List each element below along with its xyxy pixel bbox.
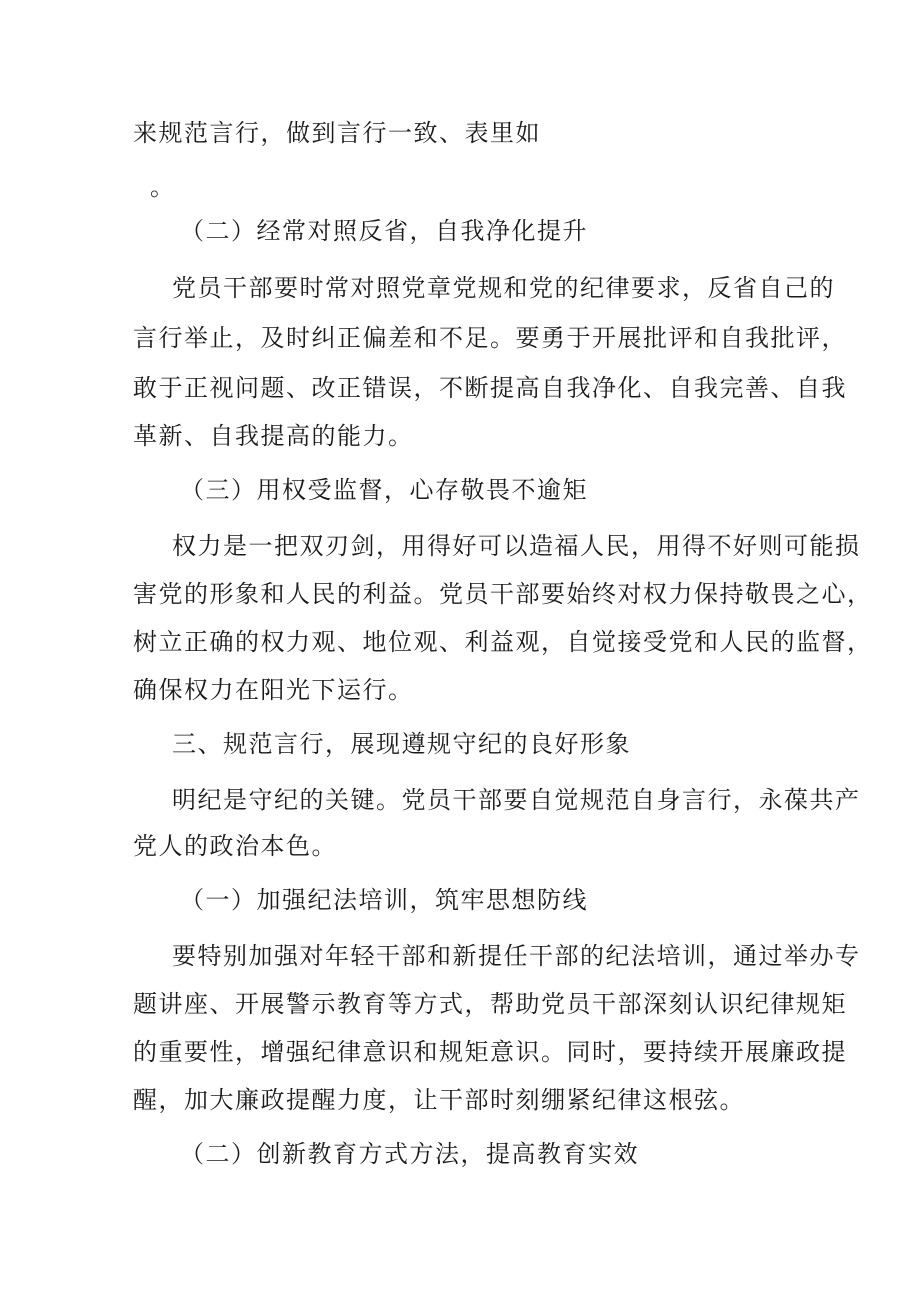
paragraph-line: 党员干部要时常对照党章党规和党的纪律要求，反省自己的 <box>172 274 835 302</box>
paragraph-line: 醒，加大廉政提醒力度，让干部时刻绷紧纪律这根弦。 <box>133 1086 745 1114</box>
paragraph-line: 敢于正视问题、改正错误，不断提高自我净化、自我完善、自我 <box>133 374 847 402</box>
section-heading: （二）经常对照反省，自我净化提升 <box>180 217 588 245</box>
section-heading: （一）加强纪法培训，筑牢思想防线 <box>180 886 588 914</box>
paragraph-line: 害党的形象和人民的利益。党员干部要始终对权力保持敬畏之心， <box>133 580 873 608</box>
paragraph-line: 题讲座、开展警示教育等方式，帮助党员干部深刻认识纪律规矩 <box>133 990 847 1018</box>
paragraph-line: 权力是一把双刃剑，用得好可以造福人民，用得不好则可能损 <box>172 532 861 560</box>
paragraph-line: 要特别加强对年轻干部和新提任干部的纪法培训，通过举办专 <box>172 942 861 970</box>
paragraph-line: 。 <box>150 173 176 201</box>
paragraph-line: 的重要性，增强纪律意识和规矩意识。同时，要持续开展廉政提 <box>133 1038 847 1066</box>
chapter-heading: 三、规范言行，展现遵规守纪的良好形象 <box>172 730 631 758</box>
paragraph-line: 明纪是守纪的关键。党员干部要自觉规范自身言行，永葆共产 <box>172 786 861 814</box>
section-heading: （三）用权受监督，心存敬畏不逾矩 <box>180 476 588 504</box>
section-heading: （二）创新教育方式方法，提高教育实效 <box>180 1140 639 1168</box>
paragraph-line: 党人的政治本色。 <box>133 832 337 860</box>
paragraph-line: 来规范言行，做到言行一致、表里如 <box>133 119 541 147</box>
paragraph-line: 言行举止，及时纠正偏差和不足。要勇于开展批评和自我批评， <box>133 324 847 352</box>
paragraph-line: 革新、自我提高的能力。 <box>133 422 414 450</box>
paragraph-line: 确保权力在阳光下运行。 <box>133 676 414 704</box>
paragraph-line: 树立正确的权力观、地位观、利益观，自觉接受党和人民的监督， <box>133 628 873 656</box>
